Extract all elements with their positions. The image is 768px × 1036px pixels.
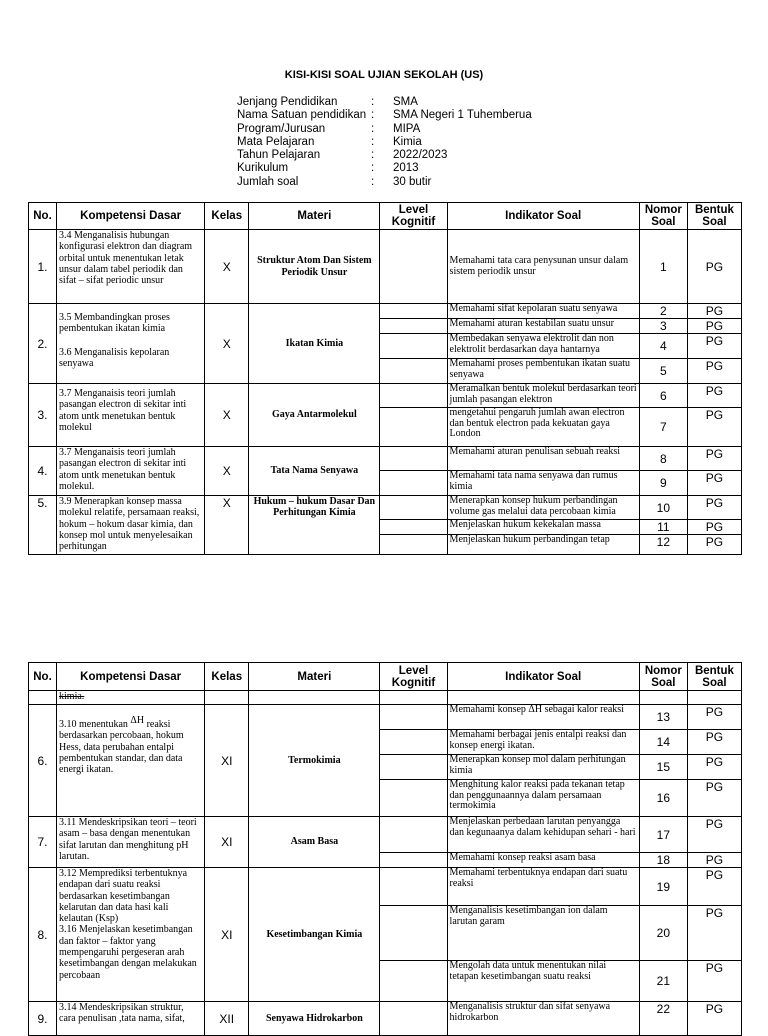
kd-text: 3.6 Menganalisis kepolaran senyawa xyxy=(59,346,170,369)
cell-nomor: 13 xyxy=(639,705,687,730)
info-label: Jenjang Pendidikan xyxy=(237,96,338,108)
cell-nomor: 19 xyxy=(639,868,687,906)
col-header-kelas: Kelas xyxy=(205,203,249,230)
cell-kd xyxy=(57,691,205,705)
cell-bentuk xyxy=(687,691,741,705)
cell-level xyxy=(380,853,447,868)
cell-bentuk: PG xyxy=(687,817,741,853)
col-header-nomor: Nomor Soal xyxy=(639,663,687,691)
cell-kd: 3.14 Mendeskripsikan struktur, cara penulisan ,tata nama, sifat, xyxy=(57,1002,205,1036)
cell-nomor: 10 xyxy=(639,496,687,520)
cell-nomor: 3 xyxy=(639,319,687,334)
cell-indikator: Menghitung kalor reaksi pada tekanan tetap dan penggunaannya dalam persamaan termokimia xyxy=(447,780,639,817)
info-value: 2022/2023 xyxy=(393,149,448,162)
cell-bentuk: PG xyxy=(687,961,741,1002)
cell-level xyxy=(380,705,447,730)
cell-materi: Senyawa Hidrokarbon xyxy=(249,1002,380,1036)
cell-no: 3. xyxy=(29,384,57,447)
cell-nomor: 1 xyxy=(639,230,687,304)
table-row xyxy=(29,691,742,705)
cell-materi: Tata Nama Senyawa xyxy=(249,447,380,496)
col-header-bentuk: Bentuk Soal xyxy=(687,663,741,691)
cell-kelas: X xyxy=(205,230,249,304)
cell-nomor: 16 xyxy=(639,780,687,817)
cell-level xyxy=(380,755,447,780)
cell-materi: Struktur Atom Dan Sistem Periodik Unsur xyxy=(249,230,380,304)
cell-indikator xyxy=(447,691,639,705)
cell-kelas: X xyxy=(205,496,249,555)
col-header-nomor: Nomor Soal xyxy=(639,203,687,230)
cell-bentuk: PG xyxy=(687,535,741,555)
cell-bentuk: PG xyxy=(687,730,741,755)
table-row xyxy=(29,496,742,520)
cell-nomor: 20 xyxy=(639,906,687,961)
cell-materi: Hukum – hukum Dasar Dan Perhitungan Kimia xyxy=(249,496,380,555)
kd-text: 3.5 Membandingkan proses pembentukan ikatan kimia xyxy=(59,312,170,335)
cell-level xyxy=(380,868,447,906)
cell-level xyxy=(380,691,447,705)
cell-indikator: Memahami konsep ΔH sebagai kalor reaksi xyxy=(447,705,639,730)
cell-no: 6. xyxy=(29,705,57,817)
info-sep: : xyxy=(371,122,375,135)
cell-indikator: Mengolah data untuk menentukan nilai tetapan kesetimbangan suatu reaksi xyxy=(447,961,639,1002)
table-row xyxy=(29,304,742,319)
cell-indikator: mengetahui pengaruh jumlah awan electron dan bentuk electron pada kekuatan gaya London xyxy=(447,408,639,447)
cell-bentuk: PG xyxy=(687,304,741,319)
delta-h-symbol: ΔH xyxy=(130,715,145,726)
col-header-materi: Materi xyxy=(249,663,380,691)
cell-kd: 3.11 Mendeskripsikan teori – teori asam – basa dengan menentukan sifat larutan dan menghitung pH larutan. xyxy=(57,817,205,868)
cell-bentuk: PG xyxy=(687,868,741,906)
cell-kd xyxy=(57,304,205,384)
cell-level xyxy=(380,961,447,1002)
cell-indikator: Menjelaskan hukum kekekalan massa xyxy=(447,520,639,535)
info-value: SMA Negeri 1 Tuhemberua xyxy=(393,109,532,122)
cell-level xyxy=(380,496,447,520)
cell-kd: 3.4 Menganalisis hubungan konfigurasi elektron dan diagram orbital untuk menentukan letak unsur dalam tabel periodik dan sifat – sifat periodic unsur xyxy=(57,230,205,304)
table-row xyxy=(29,230,742,304)
cell-kelas: X xyxy=(205,304,249,384)
cell-indikator: Menjelaskan hukum perbandingan tetap xyxy=(447,535,639,555)
cell-nomor: 2 xyxy=(639,304,687,319)
cell-kd xyxy=(57,705,205,817)
cell-nomor: 15 xyxy=(639,755,687,780)
info-value: Kimia xyxy=(393,135,422,148)
cell-indikator: Menerapkan konsep mol dalam perhitungan kimia xyxy=(447,755,639,780)
cell-kelas: XI xyxy=(205,705,249,817)
cell-level xyxy=(380,471,447,496)
cell-nomor: 8 xyxy=(639,447,687,471)
cell-nomor: 5 xyxy=(639,359,687,384)
cell-bentuk: PG xyxy=(687,319,741,334)
cell-indikator: Memahami terbentuknya endapan dari suatu reaksi xyxy=(447,868,639,906)
cell-level xyxy=(380,1002,447,1036)
col-header-level: Level Kognitif xyxy=(380,203,447,230)
cell-indikator: Memahami proses pembentukan ikatan suatu senyawa xyxy=(447,359,639,384)
table-row xyxy=(29,447,742,471)
info-value: 2013 xyxy=(393,162,419,175)
kisi-kisi-table-1 xyxy=(28,202,742,555)
cell-kd: 3.9 Menerapkan konsep massa molekul relatife, persamaan reaksi, hokum – hokum dasar kimia, dan konsep mol untuk menyelesaikan perhitungan xyxy=(57,496,205,555)
cell-nomor: 11 xyxy=(639,520,687,535)
cell-no: 1. xyxy=(29,230,57,304)
cell-indikator: Memahami sifat kepolaran suatu senyawa xyxy=(447,304,639,319)
cell-indikator: Menerapkan konsep hukum perbandingan volume gas melalui data percobaan kimia xyxy=(447,496,639,520)
cell-no: 8. xyxy=(29,868,57,1002)
cell-nomor: 14 xyxy=(639,730,687,755)
cell-no: 4. xyxy=(29,447,57,496)
kd-text: 3.10 menentukan xyxy=(59,719,131,730)
col-header-kelas: Kelas xyxy=(205,663,249,691)
cell-nomor: 4 xyxy=(639,334,687,359)
header-row xyxy=(29,663,742,691)
cell-materi: Gaya Antarmolekul xyxy=(249,384,380,447)
cell-indikator: Memahami konsep reaksi asam basa xyxy=(447,853,639,868)
col-header-no: No. xyxy=(29,203,57,230)
cell-level xyxy=(380,359,447,384)
info-row xyxy=(237,149,532,162)
cell-bentuk: PG xyxy=(687,471,741,496)
cell-bentuk: PG xyxy=(687,384,741,408)
cell-level xyxy=(380,334,447,359)
col-header-kd: Kompetensi Dasar xyxy=(57,203,205,230)
info-row xyxy=(237,162,532,175)
cell-indikator: Menganalisis struktur dan sifat senyawa hidrokarbon xyxy=(447,1002,639,1036)
table-row xyxy=(29,705,742,730)
cell-kelas: XI xyxy=(205,868,249,1002)
cell-kd xyxy=(57,868,205,1002)
cell-level xyxy=(380,906,447,961)
table-row xyxy=(29,384,742,408)
cell-nomor: 22 xyxy=(639,1002,687,1036)
info-label: Jumlah soal xyxy=(237,175,299,188)
info-value: MIPA xyxy=(393,122,421,135)
cell-nomor: 17 xyxy=(639,817,687,853)
cell-kelas: X xyxy=(205,447,249,496)
kd-text: 3.16 Menjelaskan kesetimbangan dan faktor – faktor yang mempengaruhi pergeseran arah kesetimbangan dengan melakukan percobaan xyxy=(59,924,197,981)
col-header-indikator: Indikator Soal xyxy=(447,663,639,691)
cell-bentuk: PG xyxy=(687,359,741,384)
cell-indikator: Menjelaskan perbedaan larutan penyangga dan kegunaanya dalam kehidupan sehari - hari xyxy=(447,817,639,853)
col-header-bentuk: Bentuk Soal xyxy=(687,203,741,230)
cell-level xyxy=(380,304,447,319)
info-label: Tahun Pelajaran xyxy=(237,149,321,162)
cell-level xyxy=(380,408,447,447)
info-label: Kurikulum xyxy=(237,162,289,175)
cell-nomor: 9 xyxy=(639,471,687,496)
info-row xyxy=(237,176,532,189)
col-header-no: No. xyxy=(29,663,57,691)
table-row xyxy=(29,868,742,906)
cell-level xyxy=(380,384,447,408)
cell-bentuk: PG xyxy=(687,906,741,961)
cell-nomor: 6 xyxy=(639,384,687,408)
cell-level xyxy=(380,319,447,334)
cell-no: 9. xyxy=(29,1002,57,1036)
cell-no: 2. xyxy=(29,304,57,384)
kd-text: reaksi berdasarkan percobaan, hokum Hess, data perubahan entalpi pembentukan standar, dan data energi ikatan. xyxy=(59,719,184,776)
cell-kelas: X xyxy=(205,384,249,447)
kd-text: 3.12 Memprediksi terbentuknya endapan dari suatu reaksi berdasarkan kesetimbangan kelarutan dan data hasi kali kelautan (Ksp) xyxy=(59,868,188,925)
info-sep: : xyxy=(371,96,375,108)
info-value: 30 butir xyxy=(393,175,432,188)
cell-kelas: XI xyxy=(205,817,249,868)
cell-nomor: 18 xyxy=(639,853,687,868)
document-title: KISI-KISI SOAL UJIAN SEKOLAH (US) xyxy=(284,69,484,81)
cell-kd: 3.7 Menganaisis teori jumlah pasangan electron di sekitar inti atom untk menetukan bentuk molekul xyxy=(57,384,205,447)
info-row xyxy=(237,109,532,122)
cell-indikator: Meramalkan bentuk molekul berdasarkan teori jumlah pasangan elektron xyxy=(447,384,639,408)
cell-level xyxy=(380,817,447,853)
info-sep: : xyxy=(371,149,375,162)
cell-bentuk: PG xyxy=(687,496,741,520)
cell-bentuk: PG xyxy=(687,705,741,730)
cell-kelas: XII xyxy=(205,1002,249,1036)
cell-bentuk: PG xyxy=(687,334,741,359)
cell-level xyxy=(380,230,447,304)
cell-level xyxy=(380,520,447,535)
cell-nomor: 7 xyxy=(639,408,687,447)
col-header-level: Level Kognitif xyxy=(380,663,447,691)
cell-kelas xyxy=(205,691,249,705)
cell-materi: Termokimia xyxy=(249,705,380,817)
col-header-materi: Materi xyxy=(249,203,380,230)
cell-level xyxy=(380,780,447,817)
kisi-kisi-table-2 xyxy=(28,662,742,1036)
cell-level xyxy=(380,730,447,755)
cell-bentuk: PG xyxy=(687,853,741,868)
cell-indikator: Menganalisis kesetimbangan ion dalam larutan garam xyxy=(447,906,639,961)
cell-bentuk: PG xyxy=(687,1002,741,1036)
info-sep: : xyxy=(371,135,375,148)
cell-indikator: Memahami aturan kestabilan suatu unsur xyxy=(447,319,639,334)
cell-level xyxy=(380,535,447,555)
cell-bentuk: PG xyxy=(687,520,741,535)
cell-indikator: Memahami tata cara penysunan unsur dalam sistem periodik unsur xyxy=(447,230,639,304)
info-label: Program/Jurusan xyxy=(237,122,326,135)
cell-no xyxy=(29,691,57,705)
cell-bentuk: PG xyxy=(687,230,741,304)
cell-nomor: 21 xyxy=(639,961,687,1002)
info-label: Nama Satuan pendidikan xyxy=(237,109,367,122)
info-row xyxy=(237,136,532,149)
cell-indikator: Memahami tata nama senyawa dan rumus kimia xyxy=(447,471,639,496)
cell-no: 7. xyxy=(29,817,57,868)
table-row xyxy=(29,1002,742,1036)
cell-bentuk: PG xyxy=(687,755,741,780)
info-label: Mata Pelajaran xyxy=(237,135,315,148)
cell-indikator: Memahami aturan penulisan sebuah reaksi xyxy=(447,447,639,471)
table-row xyxy=(29,817,742,853)
cell-nomor: 12 xyxy=(639,535,687,555)
info-row xyxy=(237,123,532,136)
cell-no: 5. xyxy=(29,496,57,555)
info-sep: : xyxy=(371,175,375,188)
col-header-kd: Kompetensi Dasar xyxy=(57,663,205,691)
cell-bentuk: PG xyxy=(687,408,741,447)
info-sep: : xyxy=(371,109,375,122)
header-row xyxy=(29,203,742,230)
cell-bentuk: PG xyxy=(687,447,741,471)
cell-materi: Ikatan Kimia xyxy=(249,304,380,384)
cell-materi: Asam Basa xyxy=(249,817,380,868)
cell-kd: 3.7 Menganaisis teori jumlah pasangan electron di sekitar inti atom untk menetukan bentuk molekul. xyxy=(57,447,205,496)
cell-nomor xyxy=(639,691,687,705)
info-block xyxy=(237,96,532,189)
col-header-indikator: Indikator Soal xyxy=(447,203,639,230)
cell-level xyxy=(380,447,447,471)
kd-carry-text: kimia. xyxy=(59,691,85,702)
cell-indikator: Membedakan senyawa elektrolit dan non elektrolit berdasarkan daya hantarnya xyxy=(447,334,639,359)
cell-bentuk: PG xyxy=(687,780,741,817)
cell-materi: Kesetimbangan Kimia xyxy=(249,868,380,1002)
cell-indikator: Memahami berbagai jenis entalpi reaksi dan konsep energi ikatan. xyxy=(447,730,639,755)
info-sep: : xyxy=(371,162,375,175)
info-row xyxy=(237,96,532,109)
cell-materi xyxy=(249,691,380,705)
info-value: SMA xyxy=(393,96,418,108)
